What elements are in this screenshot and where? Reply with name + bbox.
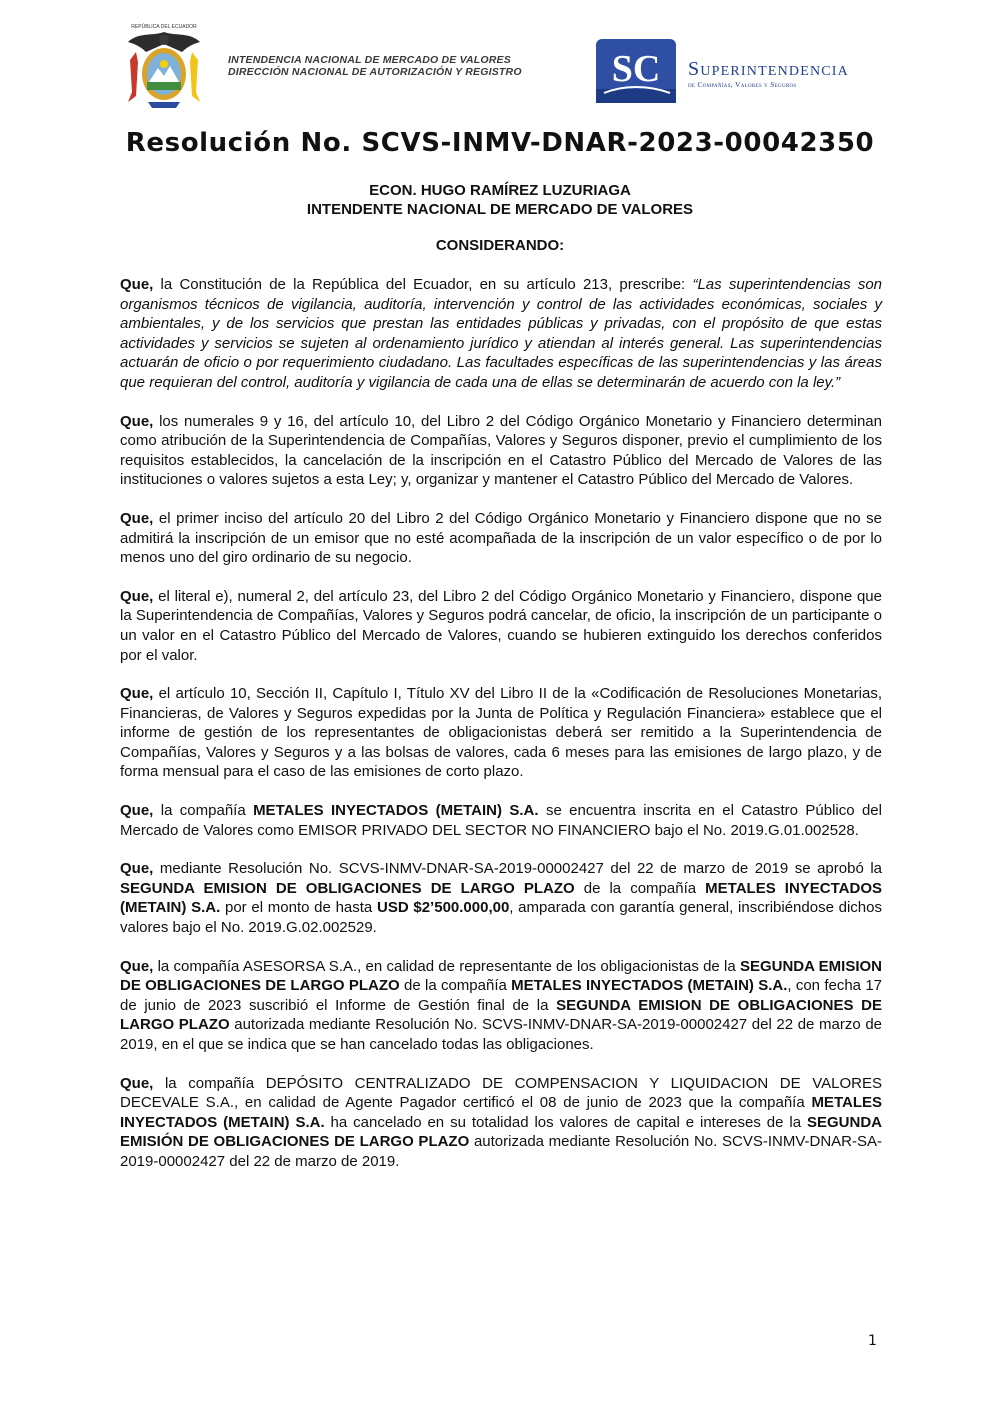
paragraph-8: Que, la compañía ASESORSA S.A., en calidad de representante de los obligacionistas de la SEGUNDA EMISION DE OBLIGACIONES DE LARGO PLAZO de la compañía METALES INYECTADOS (METAIN) S.A., con fecha 17 de junio de 2023 suscribió el Informe de Gestión final de la SEGUNDA EMISION DE OBLIGACIONES DE LARGO PLAZO autorizada mediante Resolución No. SCVS-INMV-DNAR-SA-2019-00002427 del 22 de marzo de 2019, en el que se indica que se han cancelado todas las obligaciones. (120, 957, 883, 1053)
paragraph-6: Que, la compañía METALES INYECTADOS (METAIN) S.A. se encuentra inscrita en el Catastro Público del Mercado de Valores como EMISOR PRIVADO DEL SECTOR NO FINANCIERO bajo el No. 2019.G.01.002528. (120, 802, 882, 839)
considerando-heading: CONSIDERANDO: (435, 237, 565, 254)
intendencia-line-1: INTENDENCIA NACIONAL DE MERCADO DE VALORES (228, 54, 511, 66)
intendencia-name-block (228, 54, 568, 78)
page-number: 1 (868, 1333, 877, 1349)
letterhead (0, 0, 1000, 120)
superintendencia-subtitle: de Compañías, Valores y Seguros (688, 80, 797, 89)
superintendencia-wordmark (688, 58, 888, 89)
sc-logo-letters: SC (611, 48, 661, 90)
resolution-title: Resolución No. SCVS-INMV-DNAR-2023-00042350 (125, 128, 875, 158)
official-name: ECON. HUGO RAMÍREZ LUZURIAGA (369, 182, 631, 199)
superintendencia-title: Superintendencia (688, 58, 849, 80)
paragraph-3: Que, el primer inciso del artículo 20 del Libro 2 del Código Orgánico Monetario y Financiero dispone que no se admitirá la inscripción de un emisor que no esté acompañada de la inscripción de un valor específico o de por lo menos uno del giro ordinario de su negocio. (120, 509, 882, 567)
paragraph-7: Que, mediante Resolución No. SCVS-INMV-DNAR-SA-2019-00002427 del 22 de marzo de 2019 se aprobó la SEGUNDA EMISION DE OBLIGACIONES DE LARGO PLAZO de la compañía METALES INYECTADOS (METAIN) S.A. por el monto de hasta USD $2’500.000,00, amparada con garantía general, inscribiéndose dichos valores bajo el No. 2019.G.02.002529. (120, 860, 883, 937)
intendencia-line-2: DIRECCIÓN NACIONAL DE AUTORIZACIÓN Y REGISTRO (228, 66, 522, 78)
official-position: INTENDENTE NACIONAL DE MERCADO DE VALORES (306, 201, 694, 218)
paragraph-1: Que, la Constitución de la República del Ecuador, en su artículo 213, prescribe: “Las superintendencias son organismos técnicos de vigilancia, auditoría, intervención y control de las actividades económicas, sociales y ambientales, y de los servicios que prestan las entidades públicas y privadas, con el propósito de que estas actividades y servicios se sujeten al ordenamiento jurídico y atiendan al interés general. Las superintendencias actuarán de oficio o por requerimiento ciudadano. Las facultades específicas de las superintendencias y las áreas que requieran del control, auditoría y vigilancia de cada una de ellas se determinarán de acuerdo con la ley.” (120, 276, 883, 391)
official-block (0, 181, 1000, 219)
coat-caption: REPÚBLICA DEL ECUADOR (131, 24, 197, 30)
paragraph-5: Que, el artículo 10, Sección II, Capítulo I, Título XV del Libro II de la «Codificación de Resoluciones Monetarias, Financieras, de Valores y Seguros expedidas por la Junta de Política y Regulación Financiera» establece que el informe de gestión de los representantes de obligacionistas deberá ser remitido a la Superintendencia de Compañías, Valores y Seguros y a las bolsas de valores, cada 6 meses para las emisiones de largo plazo, y de forma mensual para el caso de las emisiones de corto plazo. (120, 685, 882, 781)
document-body (120, 275, 882, 1191)
sc-logo-icon (594, 37, 678, 105)
ecuador-coat-of-arms-icon (118, 22, 210, 112)
paragraph-4: Que, el literal e), numeral 2, del artículo 23, del Libro 2 del Código Orgánico Monetario y Financiero, dispone que la Superintendencia de Compañías, Valores y Seguros podrá cancelar, de oficio, la inscripción de un participante o un valor en el Catastro Público del Mercado de Valores, cuando se hubieren extinguido los derechos conferidos por el valor. (120, 587, 882, 664)
paragraph-2: Que, los numerales 9 y 16, del artículo 10, del Libro 2 del Código Orgánico Monetario y Financiero determinan como atribución de la Superintendencia de Compañías, Valores y Seguros disponer, previo el cumplimiento de los requisitos establecidos, la cancelación de la inscripción en el Catastro Público del Mercado de Valores de las instituciones o valores sujetos a esta Ley; y, organizar y mantener el Catastro Público del Mercado de Valores. (120, 412, 882, 489)
paragraph-9: Que, la compañía DEPÓSITO CENTRALIZADO DE COMPENSACION Y LIQUIDACION DE VALORES DECEVALE S.A., en calidad de Agente Pagador certificó el 08 de junio de 2023 que la compañía METALES INYECTADOS (METAIN) S.A. ha cancelado en su totalidad los valores de capital e intereses de la SEGUNDA EMISIÓN DE OBLIGACIONES DE LARGO PLAZO autorizada mediante Resolución No. SCVS-INMV-DNAR-SA-2019-00002427 del 22 de marzo de 2019. (120, 1074, 883, 1170)
